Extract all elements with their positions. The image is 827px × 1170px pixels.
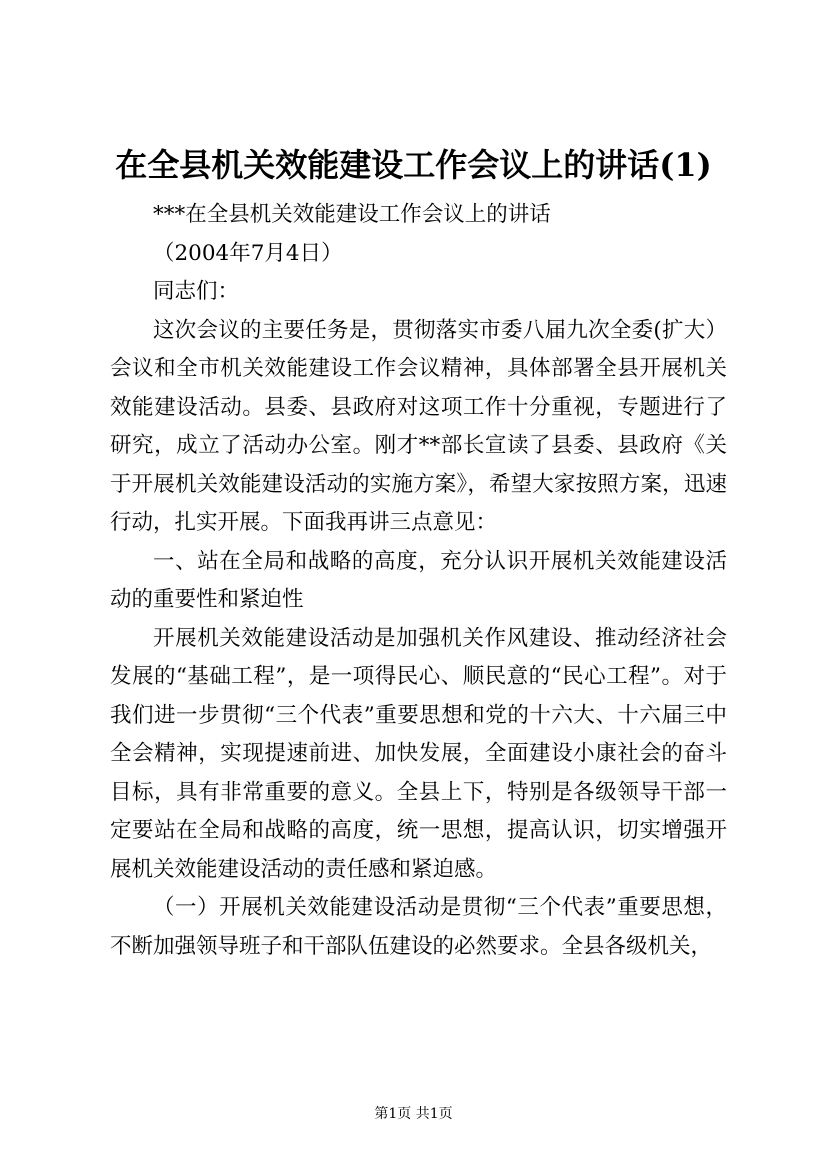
body-paragraph: 开展机关效能建设活动是加强机关作风建设、推动经济社会发展的“基础工程”，是一项得民心、顺民意的“民心工程”。对于我们进一步贯彻“三个代表”重要思想和党的十六大、十六届三中全会精神，实现提速前进、加快发展，全面建设小康社会的奋斗目标，具有非常重要的意义。全县上下，特别是各级领导干部一定要站在全局和战略的高度，统一思想，提高认识，切实增强开展机关效能建设活动的责任感和紧迫感。 [110,625,727,882]
body-paragraph: （一）开展机关效能建设活动是贯彻“三个代表”重要思想，不断加强领导班子和干部队伍建设的必然要求。全县各级机关， [110,895,727,959]
salutation: 同志们： [153,279,240,304]
section-heading: 一、站在全局和战略的高度，充分认识开展机关效能建设活动的重要性和紧迫性 [110,548,727,612]
body-paragraph: 这次会议的主要任务是，贯彻落实市委八届九次全委(扩大）会议和全市机关效能建设工作会议精神，具体部署全县开展机关效能建设活动。县委、县政府对这项工作十分重视，专题进行了研究，成立了活动办公室。刚才**部长宣读了县委、县政府《关于开展机关效能建设活动的实施方案》，希望大家按照方案，迅速行动，扎实开展。下面我再讲三点意见： [110,317,727,535]
document-title: 在全县机关效能建设工作会议上的讲话(1) [115,146,712,184]
date-line: （2004年7月4日） [153,240,343,266]
speaker-line: ***在全县机关效能建设工作会议上的讲话 [153,202,551,227]
page-footer: 第1页 共1页 [374,1106,453,1122]
document-body [110,196,727,966]
